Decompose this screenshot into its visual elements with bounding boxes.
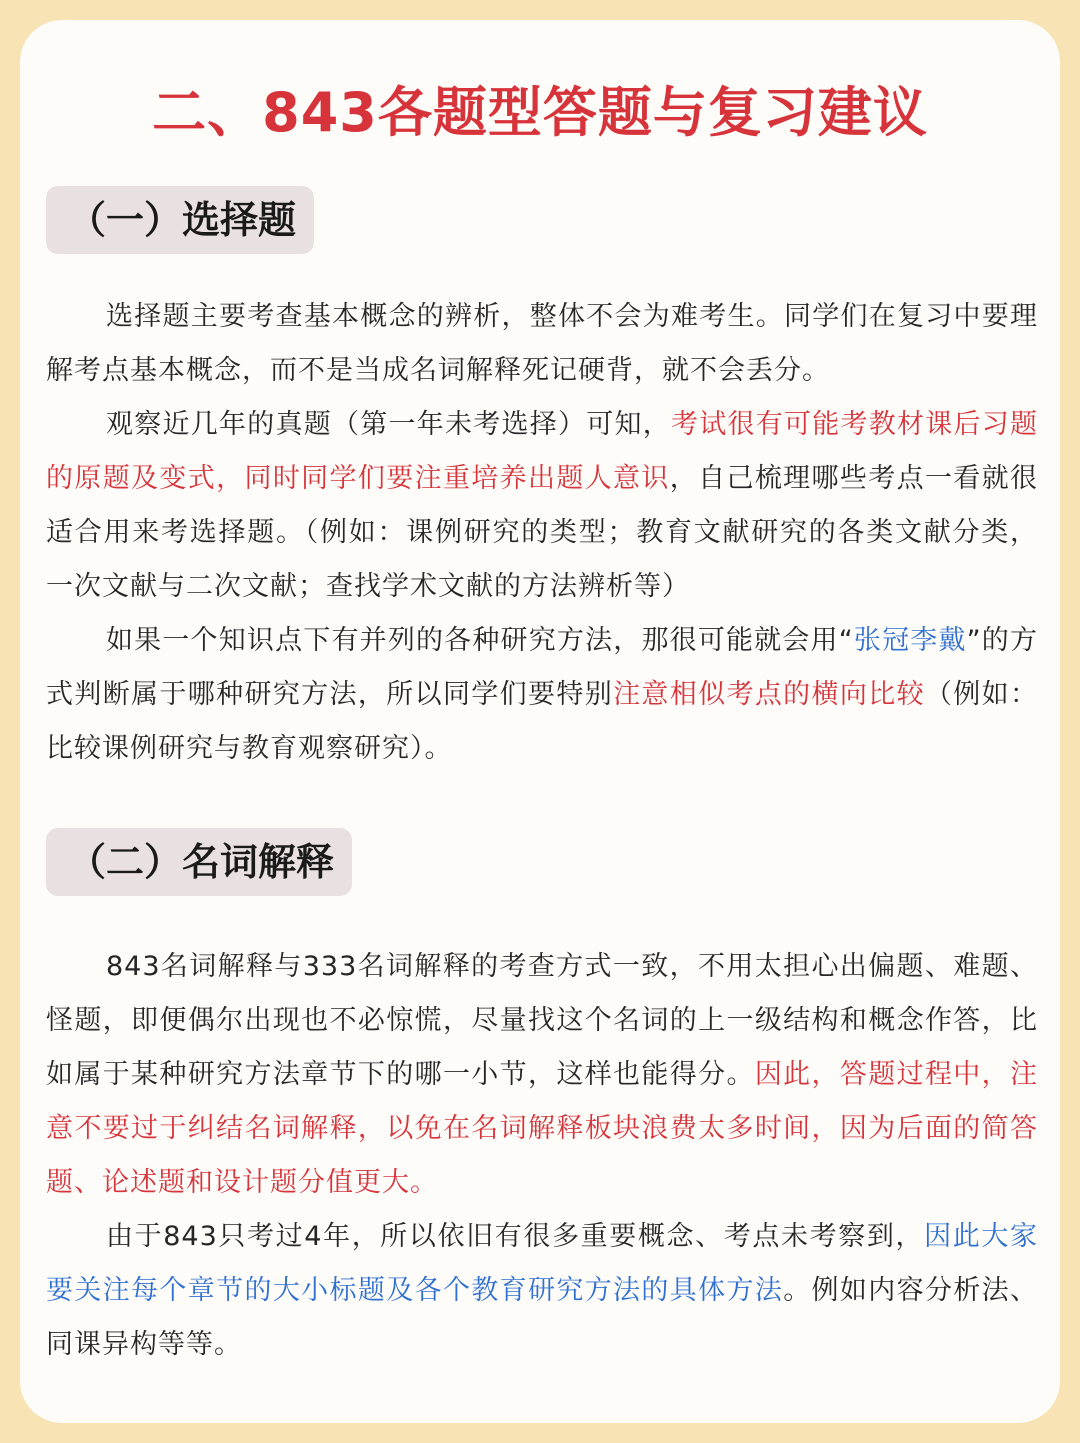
text-segment: 843名词解释与333名词解释的考查方式一致，不用太担心出偏题、难题、怪题，即便偶尔出现也不必惊慌，尽量找这个名词的上一级结构和概念作答，比如属于某种研究方法章节下的哪一小节，这样也能得分。 xyxy=(46,951,1038,1090)
paragraph xyxy=(46,614,1038,776)
section-body-terms xyxy=(46,940,1038,1372)
text-segment: 。例如内容分析法、同课异构等等。 xyxy=(46,1275,1039,1360)
text-segment: （例如：比较课例研究与教育观察研究）。 xyxy=(46,679,1039,764)
section-heading-terms: （二）名词解释 xyxy=(46,828,352,896)
paragraph xyxy=(46,1210,1038,1372)
text-segment: ，自己梳理哪些考点一看就很适合用来考选择题。（例如：课例研究的类型；教育文献研究的各类文献分类，一次文献与二次文献；查找学术文献的方法辨析等） xyxy=(46,463,1039,602)
page-title: 二、843各题型答题与复习建议 xyxy=(152,81,928,144)
highlight-red-text: 因此，答题过程中，注意不要过于纠结名词解释，以免在名词解释板块浪费太多时间，因为后面的简答题、论述题和设计题分值更大。 xyxy=(46,1059,1039,1198)
section-body-choice xyxy=(46,290,1038,776)
paragraph xyxy=(46,940,1038,1210)
paragraph xyxy=(46,398,1038,614)
highlight-blue-text: 张冠李戴 xyxy=(853,625,967,656)
text-segment: 如果一个知识点下有并列的各种研究方法，那很可能就会用“ xyxy=(106,625,854,656)
text-segment: ”的方式判断属于哪种研究方法，所以同学们要特别 xyxy=(46,625,1038,710)
highlight-red-text: 注意相似考点的横向比较 xyxy=(613,679,925,710)
text-segment: 选择题主要考查基本概念的辨析，整体不会为难考生。同学们在复习中要理解考点基本概念，而不是当成名词解释死记硬背，就不会丢分。 xyxy=(46,301,1038,386)
text-segment: 观察近几年的真题（第一年未考选择）可知， xyxy=(106,409,671,440)
section-heading-choice: （一）选择题 xyxy=(46,186,314,254)
highlight-blue-text: 因此大家要关注每个章节的大小标题及各个教育研究方法的具体方法 xyxy=(46,1221,1039,1306)
highlight-red-text: 考试很有可能考教材课后习题的原题及变式，同时同学们要注重培养出题人意识 xyxy=(46,409,1038,494)
paragraph xyxy=(46,290,1038,398)
text-segment: 由于843只考过4年，所以依旧有很多重要概念、考点未考察到， xyxy=(106,1221,925,1252)
